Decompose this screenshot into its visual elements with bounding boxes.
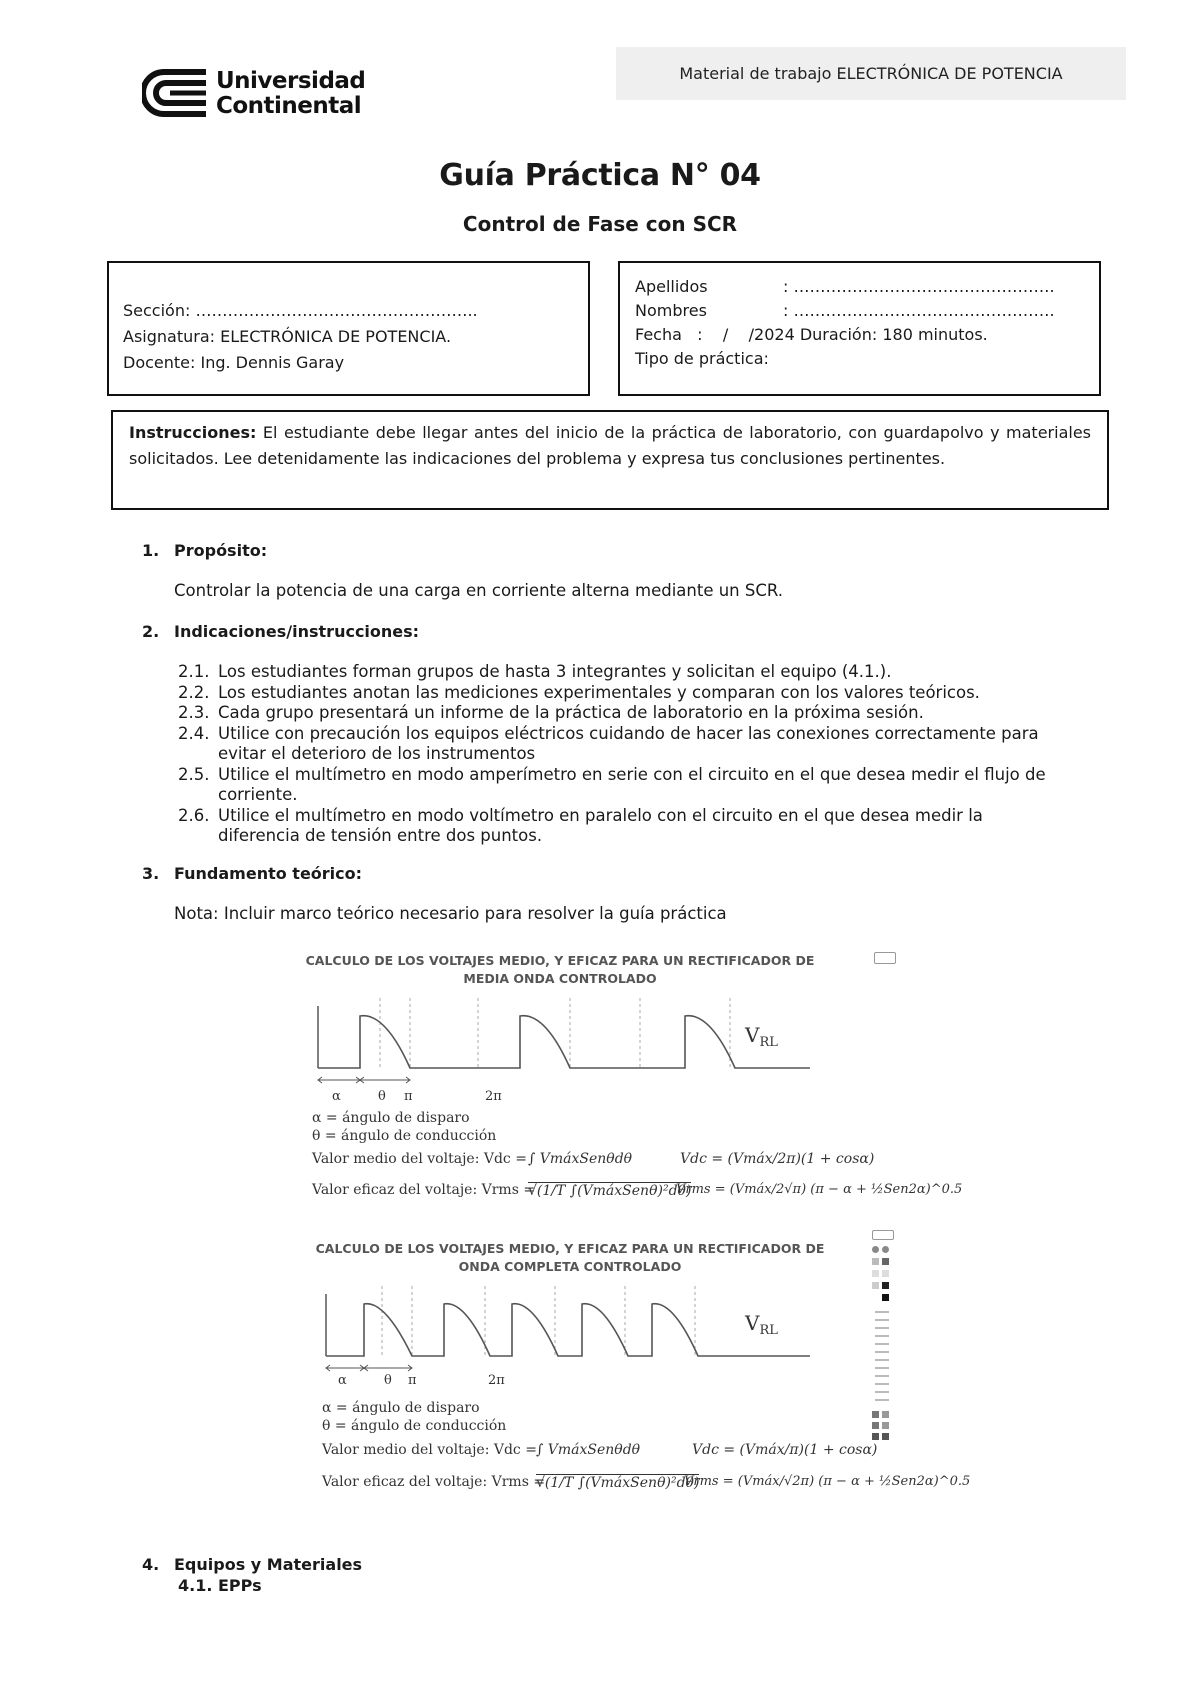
half-eficaz-integral: √(1/T ∫(VmáxSenθ)²dθ)	[528, 1183, 692, 1199]
page-subtitle: Control de Fase con SCR	[462, 212, 738, 236]
apellidos-label: Apellidos	[635, 277, 708, 296]
full-def-theta: θ = ángulo de conducción	[322, 1418, 507, 1434]
instructions-list	[178, 662, 1068, 847]
toolbar-swatch-icon	[872, 1258, 879, 1265]
full-vrl-label	[744, 1311, 778, 1338]
fecha-field: Fecha : / /2024 Duración: 180 minutos.	[635, 325, 988, 344]
instructions-box	[111, 410, 1109, 510]
list-item-text: Utilice el multímetro en modo voltímetro en paralelo con el circuito en el que desea medir la diferencia de tensión entre dos puntos.	[218, 805, 983, 845]
list-item-text: Utilice con precaución los equipos eléctricos cuidando de hacer las conexiones correctamente para evitar el deterioro de los instrumentos	[218, 723, 1039, 763]
section-4-1-heading: 4.1. EPPs	[178, 1576, 262, 1595]
half-pi-label: π	[404, 1089, 413, 1104]
logo-mark-icon	[142, 68, 208, 118]
full-wave-title-2: ONDA COMPLETA CONTROLADO	[458, 1259, 682, 1274]
half-vrl-label	[744, 1023, 778, 1050]
toolbar-swatch-icon	[872, 1270, 879, 1277]
rectifier-figure	[300, 938, 971, 1508]
instructions-label: Instrucciones:	[129, 423, 257, 442]
half-wave-title-1: CALCULO DE LOS VOLTAJES MEDIO, Y EFICAZ PARA UN RECTIFICADOR DE	[305, 953, 815, 968]
section-2-heading	[142, 622, 419, 641]
list-item-text: Utilice el multímetro en modo amperímetro en serie con el circuito en el que desea medir el flujo de corriente.	[218, 764, 1046, 804]
toolbar-tool-icon	[882, 1411, 889, 1418]
half-theta-label: θ	[378, 1089, 386, 1104]
list-item	[178, 662, 1068, 683]
section-2-title: Indicaciones/instrucciones:	[174, 622, 420, 641]
full-eficaz-label: Valor eficaz del voltaje: Vrms =	[322, 1474, 546, 1490]
list-item-number: 2.6.	[178, 805, 210, 825]
section-1-heading	[142, 541, 267, 560]
half-vrl-sub: RL	[759, 1035, 778, 1050]
section-2-number: 2.	[142, 622, 160, 641]
section-3-text: Nota: Incluir marco teórico necesario para resolver la guía práctica	[174, 904, 727, 923]
half-wave-waveform	[300, 998, 820, 1108]
list-item-number: 2.2.	[178, 682, 210, 702]
full-eficaz-integral: √(1/T ∫(VmáxSenθ)²dθ)	[536, 1475, 700, 1491]
full-vrl-main: V	[745, 1311, 760, 1335]
nombres-row	[635, 299, 1099, 323]
half-wave-title-2: MEDIA ONDA CONTROLADO	[463, 971, 657, 986]
toolbar-tools-icon	[875, 1311, 889, 1401]
full-wave-title-1: CALCULO DE LOS VOLTAJES MEDIO, Y EFICAZ PARA UN RECTIFICADOR DE	[315, 1241, 825, 1256]
toolbar-tool-icon	[882, 1433, 889, 1440]
seccion-field: Sección: ……………………………………………..	[123, 301, 478, 320]
university-logo	[142, 66, 382, 124]
student-info-box	[618, 261, 1101, 396]
nombres-label: Nombres	[635, 301, 707, 320]
half-medio-label: Valor medio del voltaje: Vdc =	[312, 1151, 527, 1167]
toolbar-tool-icon	[872, 1422, 879, 1429]
instructions-text: El estudiante debe llegar antes del inicio de la práctica de laboratorio, con guardapolvo y materiales solicitados. Lee detenidamente las indicaciones del problema y expresa tus conclusiones pertinentes.	[129, 423, 1091, 468]
section-3-heading	[142, 864, 362, 883]
list-item	[178, 703, 1068, 724]
list-item	[178, 724, 1068, 765]
docente-field: Docente: Ing. Dennis Garay	[123, 353, 345, 372]
full-wave-waveform	[300, 1286, 820, 1394]
list-item-number: 2.1.	[178, 662, 210, 681]
toolbar-dot-icon	[872, 1246, 879, 1253]
toolbar-tab-icon	[872, 1230, 894, 1240]
nombres-value: : ………………………………………….	[783, 301, 1055, 320]
toolbar-dot-icon	[882, 1246, 889, 1253]
half-alpha-label: α	[332, 1089, 341, 1104]
full-def-alpha: α = ángulo de disparo	[322, 1400, 480, 1416]
half-medio-integral: ∫ VmáxSenθdθ	[528, 1151, 633, 1167]
list-item-number: 2.3.	[178, 703, 210, 722]
full-eficaz-result: Vrms = (Vmáx/√2π) (π − α + ½Sen2α)^0.5	[684, 1474, 971, 1489]
list-item-text: Cada grupo presentará un informe de la práctica de laboratorio en la próxima sesión.	[218, 703, 924, 722]
section-1-number: 1.	[142, 541, 160, 560]
section-3-number: 3.	[142, 864, 160, 883]
full-medio-integral: ∫ VmáxSenθdθ	[536, 1442, 641, 1458]
toolbar-swatch-icon	[872, 1294, 879, 1301]
half-2pi-label: 2π	[485, 1089, 502, 1104]
logo-text-line1: Universidad	[216, 68, 366, 94]
toolbar-swatch-icon	[882, 1258, 889, 1265]
section-1-text: Controlar la potencia de una carga en corriente alterna mediante un SCR.	[174, 581, 784, 600]
toolbar-swatch-icon	[872, 1282, 879, 1289]
section-3-title: Fundamento teórico:	[174, 864, 363, 883]
section-1-title: Propósito:	[174, 541, 268, 560]
half-eficaz-result: Vrms = (Vmáx/2√π) (π − α + ½Sen2α)^0.5	[676, 1182, 963, 1197]
toolbar-tool-icon	[882, 1422, 889, 1429]
list-item-text: Los estudiantes anotan las mediciones experimentales y comparan con los valores teóricos.	[218, 682, 980, 702]
section-4-number: 4.	[142, 1555, 160, 1574]
list-item	[178, 683, 1068, 704]
list-item-number: 2.4.	[178, 723, 210, 743]
full-vrl-sub: RL	[759, 1323, 778, 1338]
list-item	[178, 806, 1068, 847]
full-pi-label: π	[408, 1373, 417, 1388]
asignatura-field: Asignatura: ELECTRÓNICA DE POTENCIA.	[123, 327, 452, 346]
half-def-theta: θ = ángulo de conducción	[312, 1128, 497, 1144]
full-theta-label: θ	[384, 1373, 392, 1388]
page-title: Guía Práctica N° 04	[439, 158, 761, 193]
course-info-box	[107, 261, 590, 396]
section-4-title: Equipos y Materiales	[174, 1555, 363, 1574]
half-def-alpha: α = ángulo de disparo	[312, 1110, 470, 1126]
tipo-practica-field: Tipo de práctica:	[635, 349, 769, 368]
toolbar-tool-icon	[872, 1433, 879, 1440]
small-badge-icon	[874, 952, 896, 964]
apellidos-value: : ………………………………………….	[783, 277, 1055, 296]
list-item-text: Los estudiantes forman grupos de hasta 3 integrantes y solicitan el equipo (4.1.).	[218, 662, 892, 681]
apellidos-row	[635, 275, 1099, 299]
toolbar-tool-icon	[872, 1411, 879, 1418]
full-medio-label: Valor medio del voltaje: Vdc =	[322, 1442, 537, 1458]
half-vrl-main: V	[745, 1023, 760, 1047]
half-eficaz-label: Valor eficaz del voltaje: Vrms =	[312, 1182, 536, 1198]
full-alpha-label: α	[338, 1373, 347, 1388]
full-2pi-label: 2π	[488, 1373, 505, 1388]
header-material-label: Material de trabajo ELECTRÓNICA DE POTENCIA	[616, 47, 1126, 100]
logo-text-line2: Continental	[216, 93, 362, 119]
full-medio-result: Vdc = (Vmáx/π)(1 + cosα)	[692, 1442, 878, 1458]
section-4-heading	[142, 1555, 362, 1574]
half-medio-result: Vdc = (Vmáx/2π)(1 + cosα)	[680, 1151, 875, 1167]
list-item	[178, 765, 1068, 806]
toolbar-swatch-icon	[882, 1294, 889, 1301]
toolbar-swatch-icon	[882, 1282, 889, 1289]
toolbar-swatch-icon	[882, 1270, 889, 1277]
list-item-number: 2.5.	[178, 764, 210, 784]
